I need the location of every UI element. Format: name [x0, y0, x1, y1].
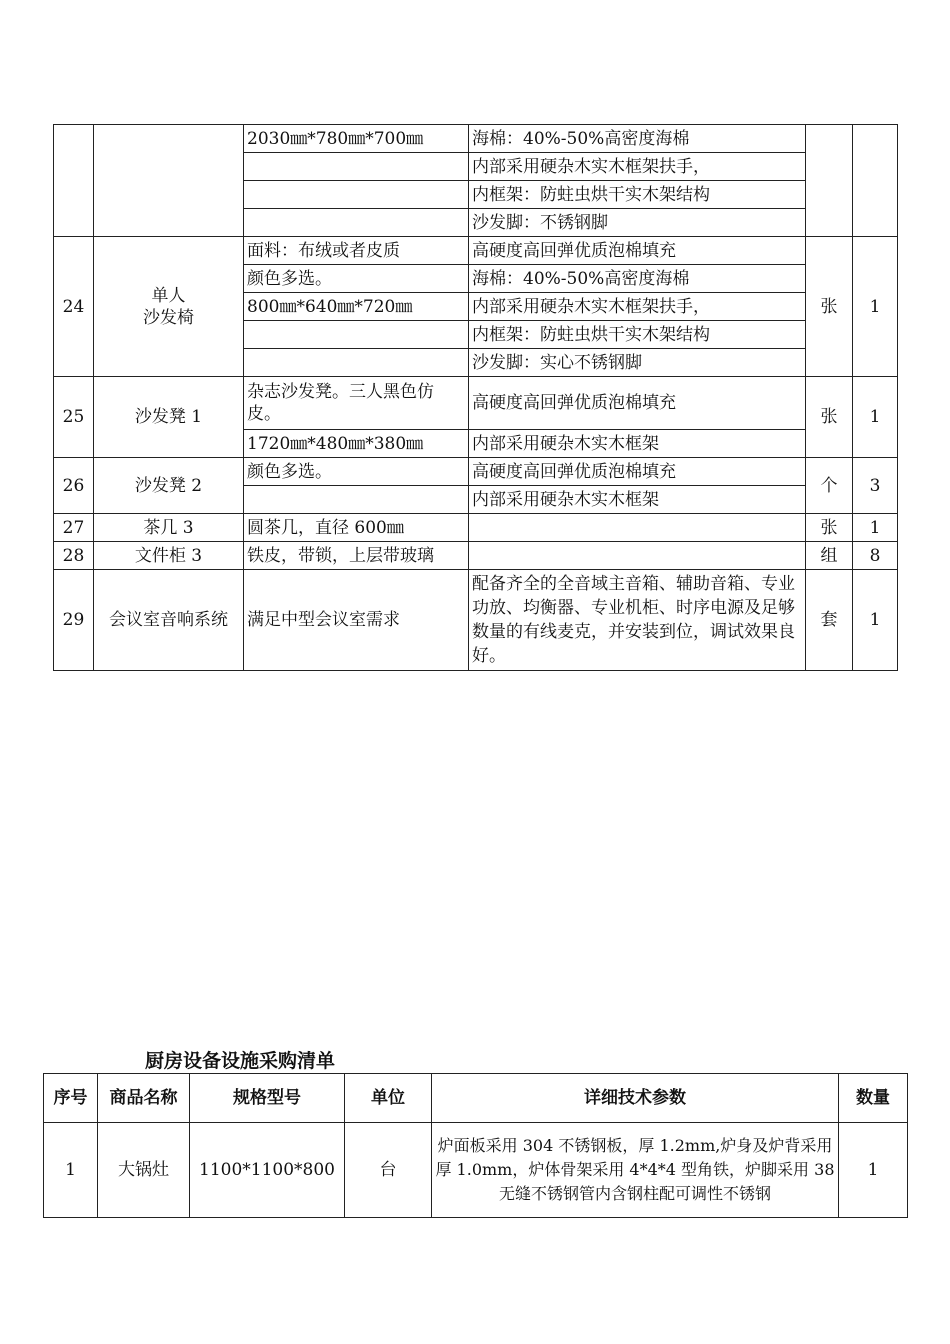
name-line: 沙发椅 — [143, 307, 194, 328]
cell-spec — [244, 486, 469, 514]
cell-unit: 套 — [806, 570, 853, 671]
cell-spec: 铁皮，带锁，上层带玻璃 — [244, 542, 469, 570]
cell-no: 24 — [54, 237, 94, 377]
cell-no: 25 — [54, 377, 94, 458]
cell-unit: 台 — [345, 1123, 432, 1218]
cell-params: 沙发脚：实心不锈钢脚 — [469, 349, 806, 377]
cell-params: 配备齐全的全音域主音箱、辅助音箱、专业功放、均衡器、专业机柜、时序电源及足够数量的有线麦克，并安装到位，调试效果良好。 — [469, 570, 806, 671]
cell-params: 高硬度高回弹优质泡棉填充 — [469, 458, 806, 486]
header-unit: 单位 — [345, 1074, 432, 1123]
cell-spec: 圆茶几，直径 600㎜ — [244, 514, 469, 542]
table-row — [54, 237, 898, 265]
cell-no: 29 — [54, 570, 94, 671]
table-row — [54, 514, 898, 542]
header-params: 详细技术参数 — [432, 1074, 839, 1123]
cell-qty: 1 — [853, 377, 898, 458]
kitchen-section-title: 厨房设备设施采购清单 — [145, 1050, 336, 1072]
cell-spec: 满足中型会议室需求 — [244, 570, 469, 671]
table-row — [54, 570, 898, 671]
furniture-table — [53, 124, 898, 671]
cell-params: 沙发脚：不锈钢脚 — [469, 209, 806, 237]
cell-name: 沙发凳 2 — [94, 458, 244, 514]
cell-params — [469, 514, 806, 542]
header-name: 商品名称 — [98, 1074, 190, 1123]
cell-params — [469, 542, 806, 570]
kitchen-equipment-table — [43, 1073, 908, 1218]
cell-spec: 颜色多选。 — [244, 458, 469, 486]
header-no: 序号 — [44, 1074, 98, 1123]
table-row — [54, 125, 898, 153]
cell-name: 会议室音响系统 — [94, 570, 244, 671]
cell-name — [94, 125, 244, 237]
cell-unit: 组 — [806, 542, 853, 570]
name-line: 单人 — [151, 285, 186, 306]
cell-spec — [244, 349, 469, 377]
cell-params: 高硬度高回弹优质泡棉填充 — [469, 377, 806, 430]
cell-spec: 杂志沙发凳。三人黑色仿皮。 — [244, 377, 469, 430]
cell-qty: 1 — [853, 237, 898, 377]
cell-spec: 面料：布绒或者皮质 — [244, 237, 469, 265]
cell-spec — [244, 181, 469, 209]
cell-spec — [244, 209, 469, 237]
cell-name: 茶几 3 — [94, 514, 244, 542]
cell-params: 内部采用硬杂木实木框架 — [469, 430, 806, 458]
table-row — [54, 377, 898, 430]
cell-name: 沙发凳 1 — [94, 377, 244, 458]
cell-spec — [244, 153, 469, 181]
cell-no: 1 — [44, 1123, 98, 1218]
cell-no: 28 — [54, 542, 94, 570]
table-header-row — [44, 1074, 908, 1123]
cell-params: 海棉：40%-50%高密度海棉 — [469, 125, 806, 153]
cell-params: 海棉：40%-50%高密度海棉 — [469, 265, 806, 293]
cell-unit: 张 — [806, 377, 853, 458]
cell-qty: 3 — [853, 458, 898, 514]
cell-no: 27 — [54, 514, 94, 542]
cell-spec: 800㎜*640㎜*720㎜ — [244, 293, 469, 321]
header-spec: 规格型号 — [190, 1074, 345, 1123]
cell-qty — [853, 125, 898, 237]
cell-unit: 张 — [806, 237, 853, 377]
cell-name — [94, 237, 244, 377]
table-row — [44, 1123, 908, 1218]
table-row — [54, 542, 898, 570]
cell-spec: 颜色多选。 — [244, 265, 469, 293]
cell-spec: 2030㎜*780㎜*700㎜ — [244, 125, 469, 153]
header-qty: 数量 — [839, 1074, 908, 1123]
cell-name: 文件柜 3 — [94, 542, 244, 570]
cell-unit: 张 — [806, 514, 853, 542]
cell-unit — [806, 125, 853, 237]
cell-params: 内部采用硬杂木实木框架扶手， — [469, 293, 806, 321]
cell-qty: 1 — [853, 570, 898, 671]
cell-params: 内框架：防蛀虫烘干实木架结构 — [469, 321, 806, 349]
cell-qty: 1 — [853, 514, 898, 542]
cell-name: 大锅灶 — [98, 1123, 190, 1218]
cell-unit: 个 — [806, 458, 853, 514]
cell-no — [54, 125, 94, 237]
cell-qty: 1 — [839, 1123, 908, 1218]
table-row — [54, 458, 898, 486]
cell-spec — [244, 321, 469, 349]
cell-params: 内部采用硬杂木实木框架 — [469, 486, 806, 514]
cell-params: 内部采用硬杂木实木框架扶手， — [469, 153, 806, 181]
cell-spec: 1720㎜*480㎜*380㎜ — [244, 430, 469, 458]
cell-no: 26 — [54, 458, 94, 514]
cell-qty: 8 — [853, 542, 898, 570]
cell-params: 内框架：防蛀虫烘干实木架结构 — [469, 181, 806, 209]
cell-params: 高硬度高回弹优质泡棉填充 — [469, 237, 806, 265]
cell-params: 炉面板采用 304 不锈钢板，厚 1.2mm,炉身及炉背采用厚 1.0mm，炉体骨架采用 4*4*4 型角铁，炉脚采用 38 无缝不锈钢管内含钢柱配可调性不锈钢 — [432, 1123, 839, 1218]
cell-spec: 1100*1100*800 — [190, 1123, 345, 1218]
